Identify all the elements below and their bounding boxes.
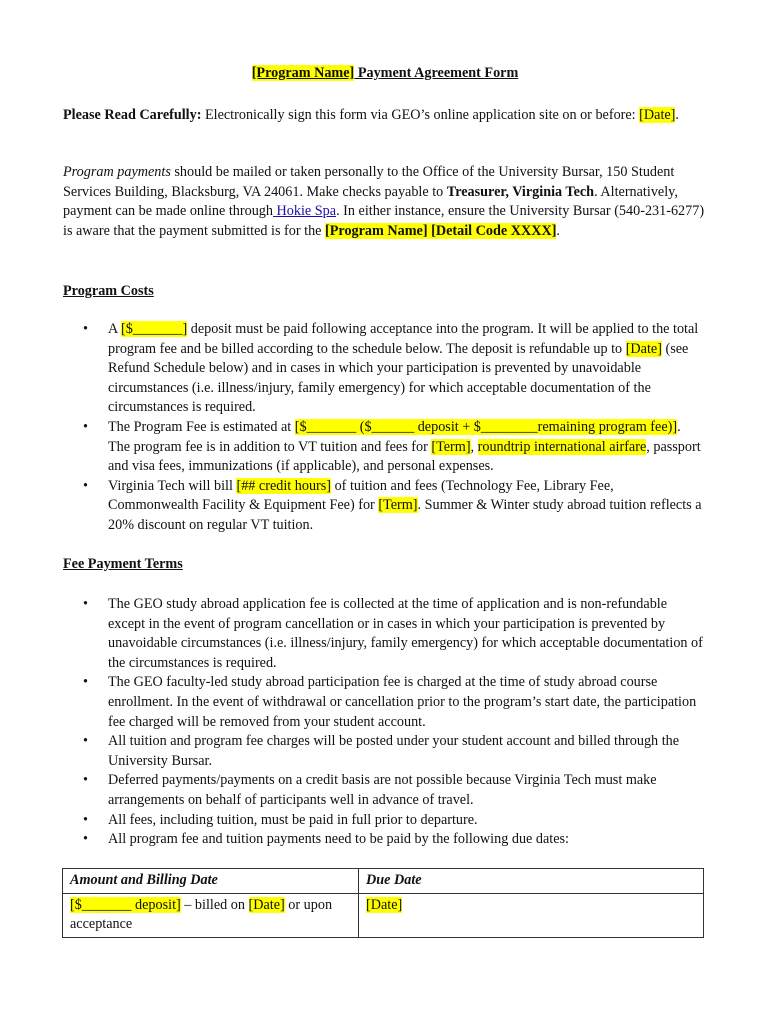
- deposit-placeholder: [$_______ deposit]: [70, 896, 181, 913]
- payments-end: .: [556, 222, 560, 239]
- amount-cell: [63, 893, 359, 937]
- title-text: Payment Agreement Form: [354, 65, 519, 81]
- term-placeholder: [Term]: [431, 438, 471, 455]
- list-item: • All program fee and tuition payments need to be paid by the following due dates:: [63, 830, 703, 850]
- intro-paragraph: [63, 106, 708, 126]
- list-item: • All tuition and program fee charges will be posted under your student account and billed through the University Bursar.: [63, 732, 703, 771]
- fee-terms-list: [63, 595, 703, 850]
- intro-end: .: [675, 107, 679, 123]
- text: (see Refund Schedule below) and in cases in which your participation is prevented by unavoidable circumstances (i.e. illness/injury, family emergency) for which acceptable documentation of the circumstances is required.: [108, 340, 689, 416]
- column-header-due-date: Due Date: [359, 869, 704, 894]
- text: deposit must be paid following acceptance into the program. It will be applied to the total program fee and be billed according to the schedule below. The deposit is refundable up to: [108, 321, 699, 357]
- term-placeholder: [Term]: [378, 497, 418, 514]
- text: . Summer & Winter study abroad tuition reflects a 20% discount on regular VT tuition.: [108, 497, 702, 533]
- page-title: [0, 64, 770, 84]
- list-item: [63, 477, 703, 536]
- payments-text-1: should be mailed or taken personally to the Office of the University Bursar, 150 Student Services Building, Blacksburg, VA 24061. Make checks payable to: [63, 164, 675, 200]
- billing-date-placeholder: [Date]: [248, 896, 285, 913]
- due-date-cell: [359, 893, 704, 937]
- sign-date-placeholder: [Date]: [639, 107, 676, 123]
- payments-text-3: . In either instance, ensure the University Bursar (540-231-6277) is aware that the payment submitted is for the: [63, 203, 705, 239]
- list-item: [63, 418, 703, 477]
- program-name-placeholder: [Program Name]: [251, 65, 355, 81]
- fee-terms-heading: Fee Payment Terms: [63, 556, 183, 572]
- program-costs-list: [63, 320, 703, 536]
- text: , passport and visa fees, immunizations (if applicable), and personal expenses.: [108, 438, 701, 475]
- payee: Treasurer, Virginia Tech: [446, 183, 595, 200]
- text: Virginia Tech will bill: [108, 477, 237, 494]
- list-item: • The GEO faculty-led study abroad participation fee is charged at the time of study abroad course enrollment. In the event of withdrawal or cancellation prior to the program’s start date, the participation fee charged will be removed from your student account.: [63, 673, 703, 732]
- text: . The program fee is in addition to VT tuition and fees for: [108, 418, 681, 455]
- intro-label: Please Read Carefully:: [63, 107, 202, 123]
- refund-date-placeholder: [Date]: [625, 340, 662, 357]
- airfare-placeholder: roundtrip international airfare: [477, 438, 647, 455]
- text: The Program Fee is estimated at: [108, 418, 295, 435]
- list-item: • All fees, including tuition, must be paid in full prior to departure.: [63, 811, 703, 831]
- due-dates-table: [62, 868, 704, 938]
- table-row: [63, 893, 704, 937]
- list-item: • The GEO study abroad application fee is collected at the time of application and is non-refundable except in the event of program cancellation or in cases in which your participation is prevented by unavoidable circumstances (i.e. illness/injury, family emergency) for which acceptable documentation of the circumstances is required.: [63, 595, 703, 673]
- text: A: [108, 321, 122, 337]
- credit-hours-placeholder: [## credit hours]: [236, 477, 332, 494]
- column-header-amount: Amount and Billing Date: [63, 869, 359, 894]
- list-item: [63, 320, 703, 418]
- text: ,: [470, 438, 478, 455]
- list-item: • Deferred payments/payments on a credit basis are not possible because Virginia Tech must make arrangements on behalf of participants well in advance of travel.: [63, 771, 703, 810]
- payments-paragraph: [63, 163, 708, 241]
- program-code-placeholder: [Program Name] [Detail Code XXXX]: [325, 222, 557, 239]
- program-fee-placeholder: [$_______ ($______ deposit + $________remaining program fee)]: [294, 418, 678, 435]
- program-costs-heading: Program Costs: [63, 283, 154, 299]
- text: of tuition and fees (Technology Fee, Library Fee, Commonwealth Facility & Equipment Fee) for: [108, 477, 614, 514]
- intro-text: Electronically sign this form via GEO’s online application site on or before:: [201, 107, 640, 123]
- due-date-placeholder: [Date]: [366, 896, 403, 913]
- text: or upon acceptance: [70, 896, 333, 933]
- hokie-spa-link[interactable]: Hokie Spa: [273, 203, 337, 220]
- payments-text-2: . Alternatively, payment can be made online through: [63, 183, 678, 220]
- table-header-row: [63, 869, 704, 894]
- payments-lead: Program payments: [63, 164, 171, 180]
- deposit-amount-placeholder: [$_______]: [121, 321, 188, 337]
- text: – billed on: [180, 896, 249, 913]
